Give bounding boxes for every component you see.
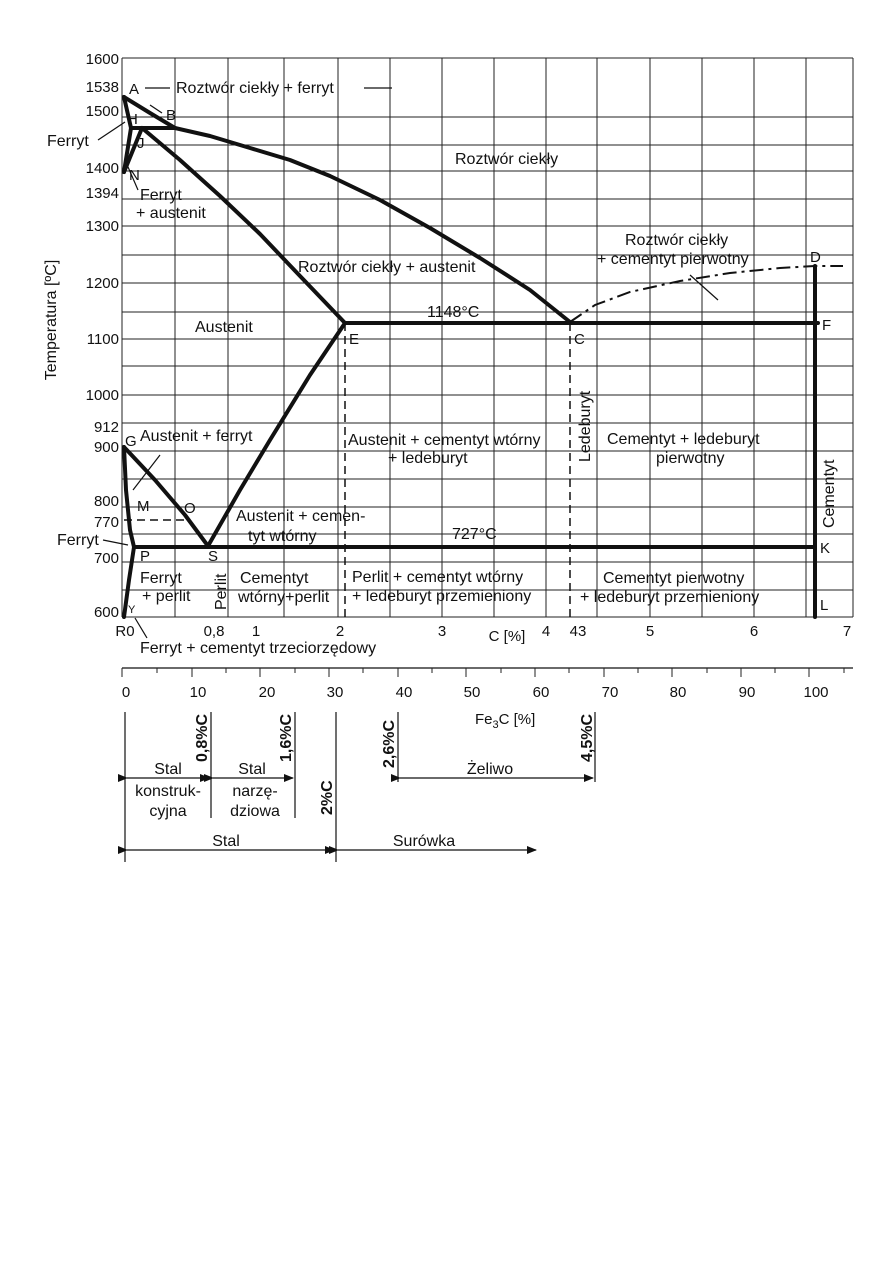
fe3c-tick-label: 0	[121, 684, 131, 701]
fe3c-axis-title: $Fe_3C$ [%]	[475, 711, 536, 731]
label-perl-cem-led-2: + ledeburyt przemieniony	[352, 588, 532, 605]
fe3c-tick-label: 80	[669, 684, 687, 701]
x-axis-ticks	[115, 623, 851, 640]
point-p: P	[140, 548, 151, 565]
point-m: M	[137, 498, 150, 515]
mark-16: 1,6%C	[278, 713, 295, 762]
point-k: K	[820, 540, 831, 557]
fe3c-tick-label: 20	[258, 684, 276, 701]
y-tick-label: 1300	[85, 218, 119, 235]
point-h: H	[127, 111, 138, 128]
point-g: G	[125, 433, 137, 450]
label-ferrite-low: Ferryt	[57, 532, 99, 549]
label-tertiary-cementite: Ferryt + cementyt trzeciorzędowy	[140, 640, 377, 657]
label-perl-cem-led-1: Perlit + cementyt wtórny	[352, 569, 524, 586]
point-q: Y	[128, 604, 136, 616]
label-ferrite-perlite-2: + perlit	[142, 588, 191, 605]
point-s: S	[208, 548, 219, 565]
point-o: O	[184, 500, 196, 517]
y-tick-label: 600	[93, 604, 119, 621]
label-ferrite-top: Ferryt	[47, 133, 89, 150]
fe3c-tick-label: 30	[326, 684, 344, 701]
label-cem-prim-led-2: + ledeburyt przemieniony	[580, 589, 760, 606]
fe3c-tick-label: 40	[395, 684, 413, 701]
label-narz-1: narzę-	[232, 783, 278, 800]
label-ferrite-perlite-1: Ferryt	[140, 570, 182, 587]
x-tick-label: 0,8	[203, 623, 225, 640]
label-perlite: Perlit	[213, 573, 230, 610]
label-liquid-austenite: Roztwór ciekły + austenit	[298, 259, 476, 276]
x-tick-label: 2	[335, 623, 345, 640]
leader-ferryt-low	[103, 540, 128, 545]
point-j: J	[137, 135, 145, 152]
label-ferrite-austenite-1: Ferryt	[140, 187, 182, 204]
fe3c-tick-label: 70	[601, 684, 619, 701]
y-tick-label: 770	[93, 514, 119, 531]
label-liquid-ferrite: Roztwór ciekły + ferryt	[176, 80, 334, 97]
a3-line	[124, 447, 208, 546]
label-stal-1: Stal	[154, 761, 182, 778]
fe3c-axis	[122, 668, 853, 731]
mark-08: 0,8%C	[194, 713, 211, 762]
leader-trzeciorzedowy	[135, 618, 147, 638]
label-cem-prim-led-1: Cementyt pierwotny	[603, 570, 745, 587]
label-cem-perlite-1: Cementyt	[240, 570, 309, 587]
cementite-liquidus-line	[570, 266, 843, 322]
label-cem-led-1: Cementyt + ledeburyt	[607, 431, 760, 448]
x-axis-title: C [%]	[488, 628, 526, 645]
label-ledeburite: Ledeburyt	[577, 390, 594, 462]
label-cem-perlite-2: wtórny+perlit	[238, 589, 330, 606]
mark-45: 4,5%C	[579, 713, 596, 762]
ferrite-solvus-line	[124, 447, 134, 547]
x-tick-label: 5	[645, 623, 655, 640]
label-aus-cem-led-2: + ledeburyt	[388, 450, 468, 467]
label-aus-cem-led-1: Austenit + cementyt wtórny	[348, 432, 541, 449]
x-tick-label: 7	[842, 623, 852, 640]
label-konstr-2: cyjna	[149, 803, 187, 820]
label-stal-2: Stal	[238, 761, 266, 778]
y-axis-title: Temperatura [ºC]	[43, 259, 60, 381]
fe3c-tick-label: 90	[738, 684, 756, 701]
y-tick-label: 1394	[85, 185, 119, 202]
label-liquid-cementite-1: Roztwór ciekły	[625, 232, 729, 249]
leader-ferryt-top	[98, 122, 125, 140]
label-eutectoid-temp: 727°C	[452, 526, 497, 543]
y-tick-label: 1200	[85, 275, 119, 292]
point-d: D	[810, 249, 821, 266]
fe3c-tick-label: 10	[189, 684, 207, 701]
point-f: F	[822, 317, 832, 334]
y-tick-label: 1000	[85, 387, 119, 404]
leader-liquid-cementite	[690, 275, 718, 300]
y-tick-label: 1538	[85, 79, 119, 96]
point-e: E	[349, 331, 360, 348]
x-tick-label: R0	[115, 623, 135, 640]
label-aus-cem-1: Austenit + cemen-	[236, 508, 366, 525]
x-tick-label: 1	[251, 623, 261, 640]
label-liquid: Roztwór ciekły	[455, 151, 559, 168]
fe3c-tick-label: 60	[532, 684, 550, 701]
y-tick-label: 1500	[85, 103, 119, 120]
label-aus-cem-2: tyt wtórny	[248, 528, 317, 545]
mark-26: 2,6%C	[381, 719, 398, 768]
steel-classification	[125, 712, 596, 862]
y-tick-label: 1100	[86, 331, 119, 348]
label-cem-led-2: pierwotny	[656, 450, 725, 467]
label-liquid-cementite-2: + cementyt pierwotny	[597, 251, 749, 268]
mark-2: 2%C	[319, 780, 336, 815]
x-tick-label: 3	[437, 623, 447, 640]
y-tick-label: 900	[93, 439, 119, 456]
label-zeliwo: Żeliwo	[466, 761, 514, 778]
y-tick-label: 1400	[85, 160, 119, 177]
y-tick-label: 912	[93, 419, 119, 436]
label-eutectic-temp: 1148°C	[427, 304, 480, 321]
label-austenite-ferrite: Austenit + ferryt	[140, 428, 253, 445]
point-a: A	[129, 81, 140, 98]
fe3c-tick-label: 100	[803, 684, 829, 701]
label-surowka: Surówka	[392, 833, 456, 850]
label-narz-2: dziowa	[230, 803, 280, 820]
point-n: N	[129, 167, 140, 184]
label-stal-3: Stal	[212, 833, 240, 850]
point-c: C	[574, 331, 585, 348]
label-ferrite-austenite-2: + austenit	[136, 205, 206, 222]
label-cementite: Cementyt	[821, 459, 838, 528]
y-tick-label: 800	[93, 493, 119, 510]
x-tick-label: 6	[749, 623, 759, 640]
y-tick-label: 700	[93, 550, 119, 567]
y-tick-label: 1600	[85, 51, 119, 68]
label-austenite: Austenit	[195, 319, 253, 336]
x-tick-label: 4	[541, 623, 551, 640]
point-l: L	[820, 597, 829, 614]
point-b: B	[166, 107, 177, 124]
label-konstr-1: konstruk-	[135, 783, 201, 800]
fe3c-tick-label: 50	[463, 684, 481, 701]
x-tick-label: 43	[569, 623, 587, 640]
